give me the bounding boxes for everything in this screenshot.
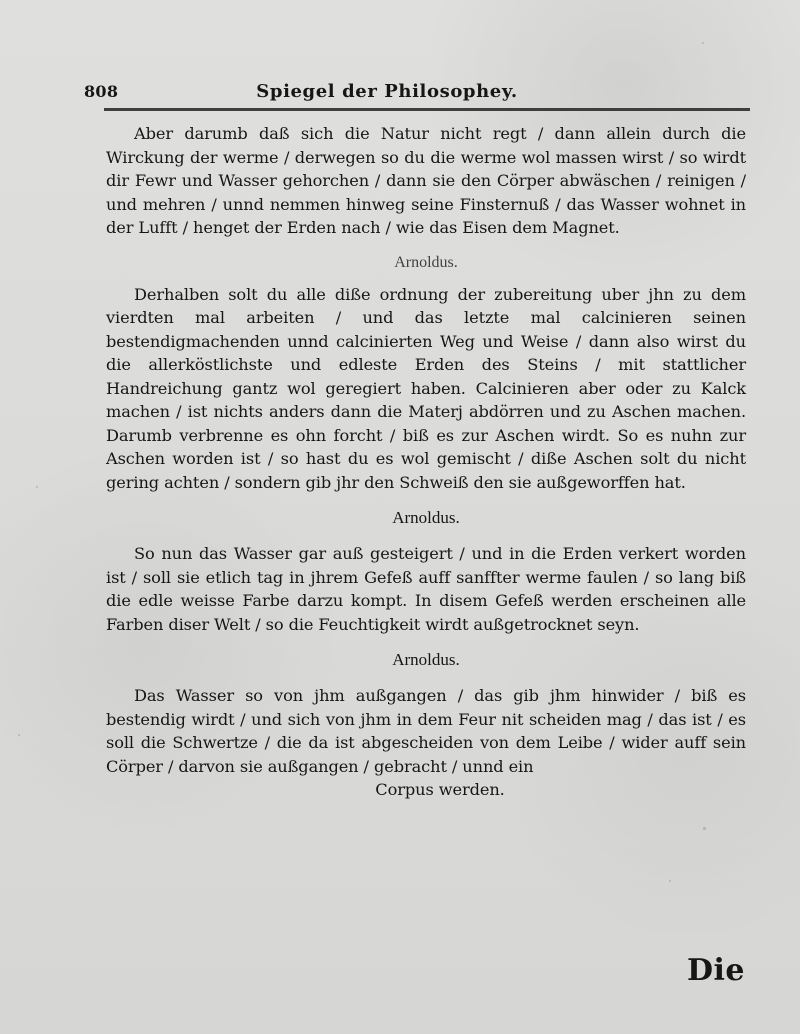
paper-speck bbox=[36, 486, 38, 488]
catchword: Die bbox=[687, 953, 745, 988]
running-head: Spiegel der Philosophey. bbox=[256, 81, 518, 102]
page-body bbox=[106, 122, 746, 802]
speaker-label-2: Arnoldus. bbox=[392, 508, 460, 527]
paragraph-3: So nun das Wasser gar auß gesteigert / und in die Erden verkert worden ist / soll sie etlich tag in jhrem Gefeß auff sanffter werme faulen / so lang biß die edle weisse Farbe darzu kompt. In disem Gefeß werden erscheinen alle Farben diser Welt / so die Feuchtigkeit wirdt außgetrocknet seyn. bbox=[106, 544, 746, 634]
paragraph-2: Derhalben solt du alle diße ordnung der zubereitung uber jhn zu dem vierdten mal arbeiten / und das letzte mal calcinieren seinen bestendigmachenden unnd calcinierten Weg und Weise / dann also wirst du die allerköstlichste und edleste Erden des Steins / mit stattlicher Handreichung gantz wol geregiert haben. Calcinieren aber oder zu Kalck machen / ist nichts anders dann die Materj abdörren und zu Aschen machen. Darumb verbrenne es ohn forcht / biß es zur Aschen wirdt. So es nuhn zur Aschen worden ist / so hast du es wol gemischt / diße Aschen solt du nicht gering achten / sondern gib jhr den Schweiß den sie außgeworffen hat. bbox=[106, 284, 746, 492]
paper-speck bbox=[669, 880, 671, 882]
paper-speck bbox=[18, 734, 20, 736]
header-rule bbox=[104, 108, 750, 111]
paragraph-4: Das Wasser so von jhm außgangen / das gib jhm hinwider / biß es bestendig wirdt / und sich von jhm in dem Feur nit scheiden mag / das ist / es soll die Schwertze / die da ist abgescheiden von dem Leibe / wider auff sein Cörper / darvon sie außgangen / gebracht / unnd ein bbox=[106, 686, 746, 776]
page-number: 808 bbox=[84, 82, 119, 101]
speaker-label-3: Arnoldus. bbox=[392, 650, 460, 669]
paragraph-1: Aber darumb daß sich die Natur nicht regt / dann allein durch die Wirckung der werme / derwegen so du die werme wol massen wirst / so wirdt dir Fewr und Wasser gehorchen / dann sie den Cörper abwäschen / reinigen / und mehren / unnd nemmen hinweg seine Finsternuß / das Wasser wohnet in der Lufft / henget der Erden nach / wie das Eisen dem Magnet. bbox=[106, 124, 746, 237]
paragraph-4-last-line: Corpus werden. bbox=[375, 780, 505, 799]
paper-speck bbox=[702, 42, 704, 44]
page-header bbox=[84, 82, 750, 110]
speaker-label-1: Arnoldus. bbox=[394, 253, 458, 271]
paper-speck bbox=[703, 827, 706, 830]
